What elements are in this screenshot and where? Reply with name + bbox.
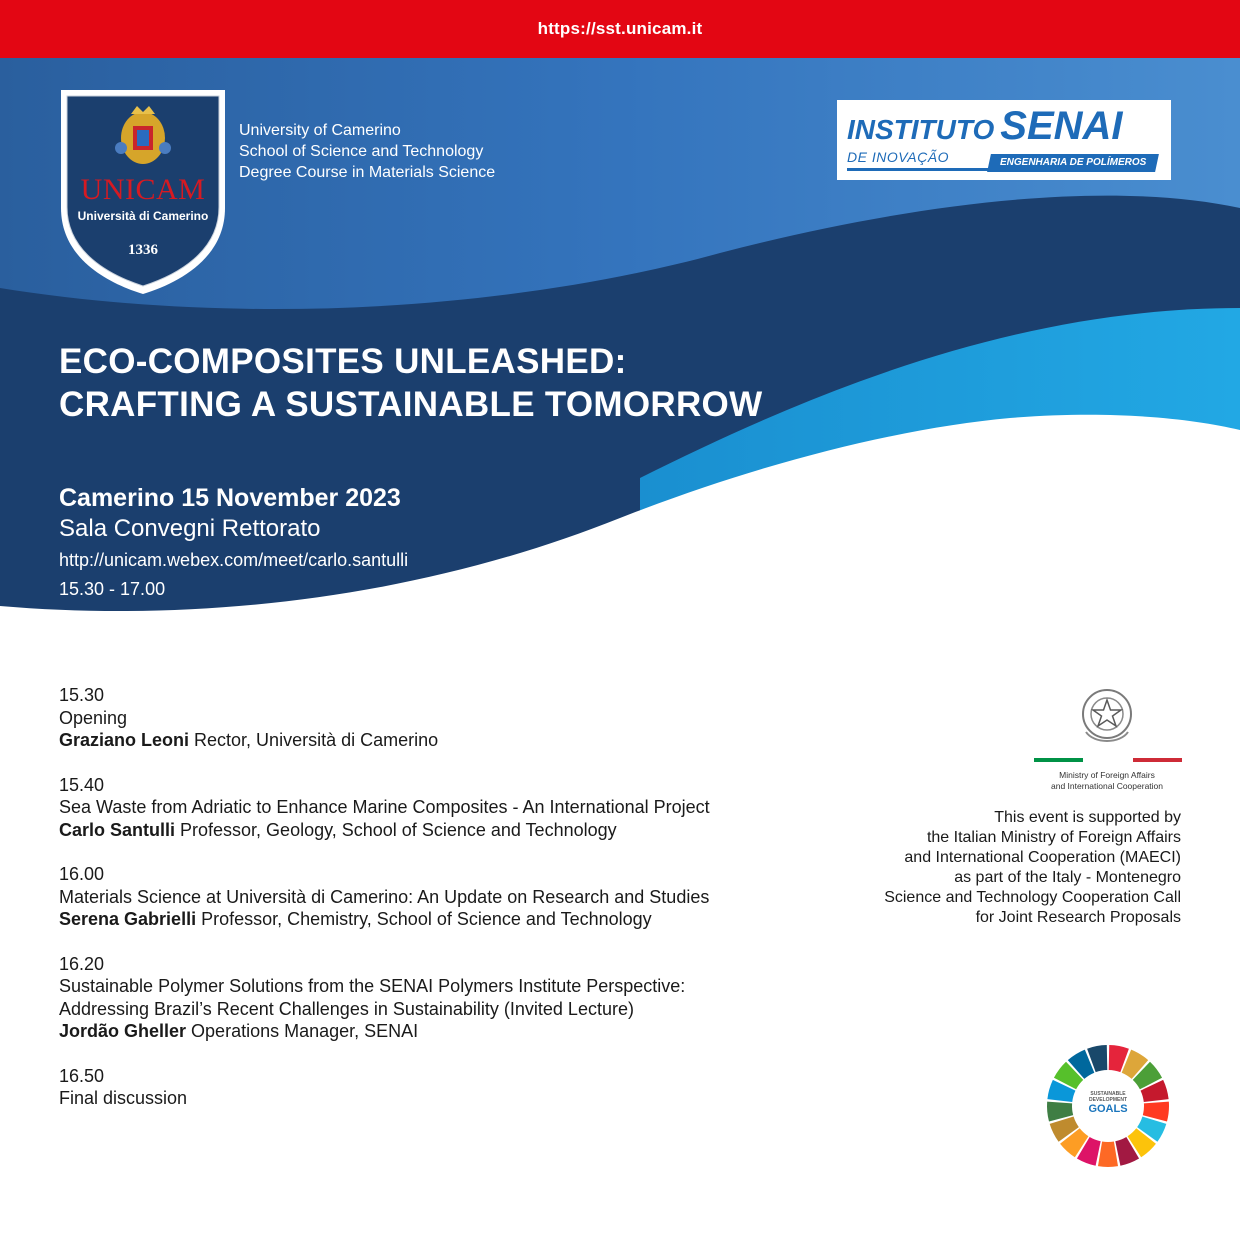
- ministry-name: [1030, 770, 1184, 792]
- slot-speaker: [59, 729, 839, 752]
- event-venue: Sala Convegni Rettorato: [59, 515, 321, 542]
- senai-instituto: INSTITUTO: [847, 114, 995, 145]
- senai-inovacao: DE INOVAÇÃO: [847, 149, 949, 165]
- slot-time: 16.20: [59, 953, 105, 974]
- sdg-line-3: GOALS: [1088, 1103, 1128, 1115]
- senai-word: SENAI: [1000, 104, 1123, 148]
- slot-topic: Materials Science at Università di Camerino: An Update on Research and Studies: [59, 886, 710, 907]
- support-line: for Joint Research Proposals: [975, 909, 1181, 926]
- slot-topic: Sea Waste from Adriatic to Enhance Marine Composites - An International Project: [59, 797, 710, 817]
- italian-flag-stripe: [1034, 758, 1182, 762]
- senai-band: [987, 154, 1159, 172]
- program-item: [59, 953, 839, 1043]
- slot-topic: Final discussion: [59, 1088, 188, 1108]
- italian-emblem-icon: [1078, 684, 1136, 748]
- speaker-name: Graziano Leoni: [59, 730, 190, 750]
- sdg-line-2: DEVELOPMENT: [1088, 1097, 1128, 1103]
- sdg-segment: [1098, 1142, 1118, 1167]
- top-bar: [0, 0, 1240, 58]
- senai-underline: [847, 168, 989, 171]
- degree-course: Degree Course in Materials Science: [239, 164, 496, 181]
- senai-logo: [837, 100, 1171, 180]
- event-title: [59, 340, 762, 426]
- speaker-role: Professor, Chemistry, School of Science and Technology: [196, 909, 652, 929]
- slot-topic-cont: Addressing Brazil’s Recent Challenges in Sustainability (Invited Lecture): [59, 998, 634, 1019]
- sdg-line-1: SUSTAINABLE: [1090, 1091, 1126, 1097]
- slot-time: 15.40: [59, 774, 105, 795]
- speaker-name: Carlo Santulli: [59, 819, 176, 840]
- program-list: [59, 684, 839, 1132]
- unicam-year: 1336: [128, 242, 158, 258]
- title-line-2: CRAFTING A SUSTAINABLE TOMORROW: [59, 385, 763, 424]
- slot-topic: Opening: [59, 707, 128, 728]
- slot-topic: Sustainable Polymer Solutions from the SENAI Polymers Institute Perspective:: [59, 976, 686, 996]
- ministry-name-line-2: and International Cooperation: [1051, 781, 1163, 791]
- university-info: [239, 120, 495, 183]
- unicam-brand: UNICAM: [80, 173, 206, 206]
- support-line: as part of the Italy - Montenegro: [954, 869, 1181, 886]
- event-date: Camerino 15 November 2023: [59, 484, 401, 512]
- support-line: Science and Technology Cooperation Call: [884, 889, 1181, 906]
- slot-time: 16.50: [59, 1065, 105, 1086]
- senai-band-text: ENGENHARIA DE POLÍMEROS: [999, 157, 1147, 168]
- program-item: [59, 684, 839, 752]
- title-line-1: ECO-COMPOSITES UNLEASHED:: [59, 342, 627, 381]
- speaker-role: Professor, Geology, School of Science and Technology: [175, 819, 617, 840]
- slot-speaker: [59, 908, 839, 931]
- support-statement: [884, 808, 1181, 928]
- school-name: School of Science and Technology: [239, 143, 484, 160]
- speaker-name: Jordão Gheller: [59, 1021, 187, 1041]
- webex-link[interactable]: http://unicam.webex.com/meet/carlo.santulli: [59, 550, 409, 570]
- slot-speaker: [59, 819, 839, 842]
- slot-time: 15.30: [59, 685, 105, 705]
- speaker-name: Serena Gabrielli: [59, 909, 197, 929]
- unicam-subtitle: Università di Camerino: [77, 209, 209, 223]
- support-line: and International Cooperation (MAECI): [904, 849, 1181, 866]
- website-link[interactable]: https://sst.unicam.it: [537, 19, 703, 38]
- speaker-role: Operations Manager, SENAI: [186, 1021, 419, 1041]
- event-time: 15.30 - 17.00: [59, 579, 166, 599]
- speaker-role: Rector, Università di Camerino: [189, 730, 439, 750]
- ministry-name-line-1: Ministry of Foreign Affairs: [1059, 770, 1155, 780]
- support-line: This event is supported by: [994, 809, 1181, 826]
- support-line: the Italian Ministry of Foreign Affairs: [926, 829, 1181, 846]
- slot-speaker: [59, 1020, 839, 1043]
- university-name: University of Camerino: [239, 122, 401, 139]
- sdg-label: [1046, 1091, 1170, 1115]
- program-item: [59, 774, 839, 842]
- program-item: [59, 863, 839, 931]
- program-item: [59, 1065, 839, 1110]
- senai-title: [847, 104, 1123, 149]
- slot-time: 16.00: [59, 864, 105, 884]
